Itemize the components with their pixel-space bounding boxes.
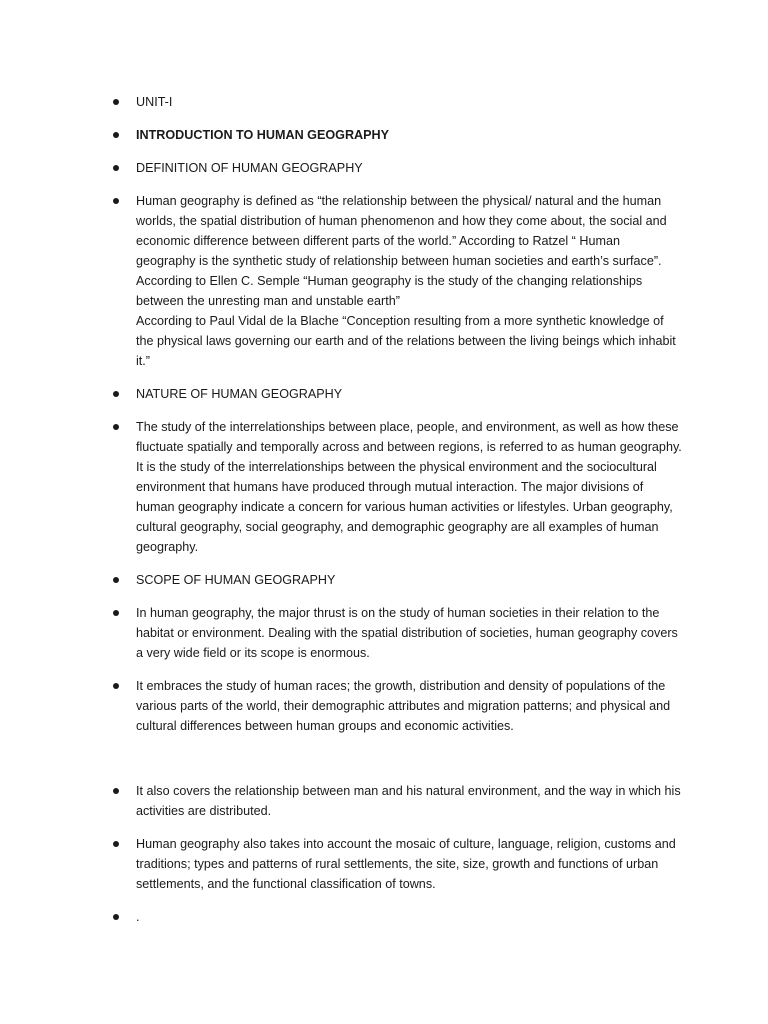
- list-item-nature-heading: [0, 384, 768, 404]
- bullet-icon: [113, 914, 119, 920]
- bullet-icon: [113, 424, 119, 430]
- bullet-icon: [113, 165, 119, 171]
- bullet-icon: [113, 610, 119, 616]
- list-item-definition-body: [0, 191, 768, 371]
- bullet-icon: [113, 577, 119, 583]
- scope-paragraph-races: It embraces the study of human races; the growth, distribution and density of populations of the various parts of the world, their demographic attributes and migration patterns; and physical and cultural differences between human groups and economic activities.: [136, 679, 671, 733]
- definition-paragraph-vidal: According to Paul Vidal de la Blache “Conception resulting from a more synthetic knowledge of the physical laws governing our earth and of the relations between the living beings which inhabit it.”: [136, 314, 676, 368]
- list-item-scope-culture: [0, 834, 768, 894]
- nature-paragraph: The study of the interrelationships between place, people, and environment, as well as how these fluctuate spatially and temporally across and between regions, is referred to as human geography. It is the study of the interrelationships between the physical environment and the sociocultural environment that humans have produced through mutual interaction. The major divisions of human geography indicate a concern for various human activities or lifestyles. Urban geography, cultural geography, social geography, and demographic geography are all examples of human geography.: [136, 420, 682, 554]
- list-item-scope-environment: [0, 781, 768, 821]
- bullet-icon: [113, 99, 119, 105]
- scope-paragraph-thrust: In human geography, the major thrust is on the study of human societies in their relation to the habitat or environment. Dealing with the spatial distribution of societies, human geography covers a very wide field or its scope is enormous.: [136, 606, 678, 660]
- bullet-icon: [113, 198, 119, 204]
- list-item-introduction: [0, 125, 768, 145]
- bullet-icon: [113, 841, 119, 847]
- section-heading-definition: DEFINITION OF HUMAN GEOGRAPHY: [136, 161, 363, 175]
- list-item-scope-thrust: [0, 603, 768, 663]
- definition-paragraph-ratzel: Human geography is defined as “the relationship between the physical/ natural and the human worlds, the spatial distribution of human phenomenon and how they come about, the social and economic difference between different parts of the world.” According to Ratzel “ Human geography is the synthetic study of relationship between human societies and earth’s surface”.: [136, 194, 667, 268]
- definition-paragraph-semple: According to Ellen C. Semple “Human geography is the study of the changing relationships between the unresting man and unstable earth”: [136, 274, 643, 308]
- bullet-list: [0, 92, 768, 940]
- bullet-icon: [113, 788, 119, 794]
- bullet-icon: [113, 683, 119, 689]
- section-heading-nature: NATURE OF HUMAN GEOGRAPHY: [136, 387, 343, 401]
- list-item-scope-races: [0, 676, 768, 736]
- bullet-icon: [113, 391, 119, 397]
- bullet-icon: [113, 132, 119, 138]
- unit-label: UNIT-I: [136, 95, 173, 109]
- empty-item-text: .: [136, 910, 140, 924]
- list-item-empty: [0, 907, 768, 927]
- list-item-scope-heading: [0, 570, 768, 590]
- list-item-nature-body: [0, 417, 768, 557]
- scope-paragraph-culture: Human geography also takes into account the mosaic of culture, language, religion, customs and traditions; types and patterns of rural settlements, the site, size, growth and functions of urban settlements, and the functional classification of towns.: [136, 837, 676, 891]
- list-item-unit: [0, 92, 768, 112]
- section-heading-scope: SCOPE OF HUMAN GEOGRAPHY: [136, 573, 336, 587]
- scope-paragraph-environment: It also covers the relationship between man and his natural environment, and the way in which his activities are distributed.: [136, 784, 681, 818]
- section-heading-introduction: INTRODUCTION TO HUMAN GEOGRAPHY: [136, 128, 390, 142]
- list-item-definition-heading: [0, 158, 768, 178]
